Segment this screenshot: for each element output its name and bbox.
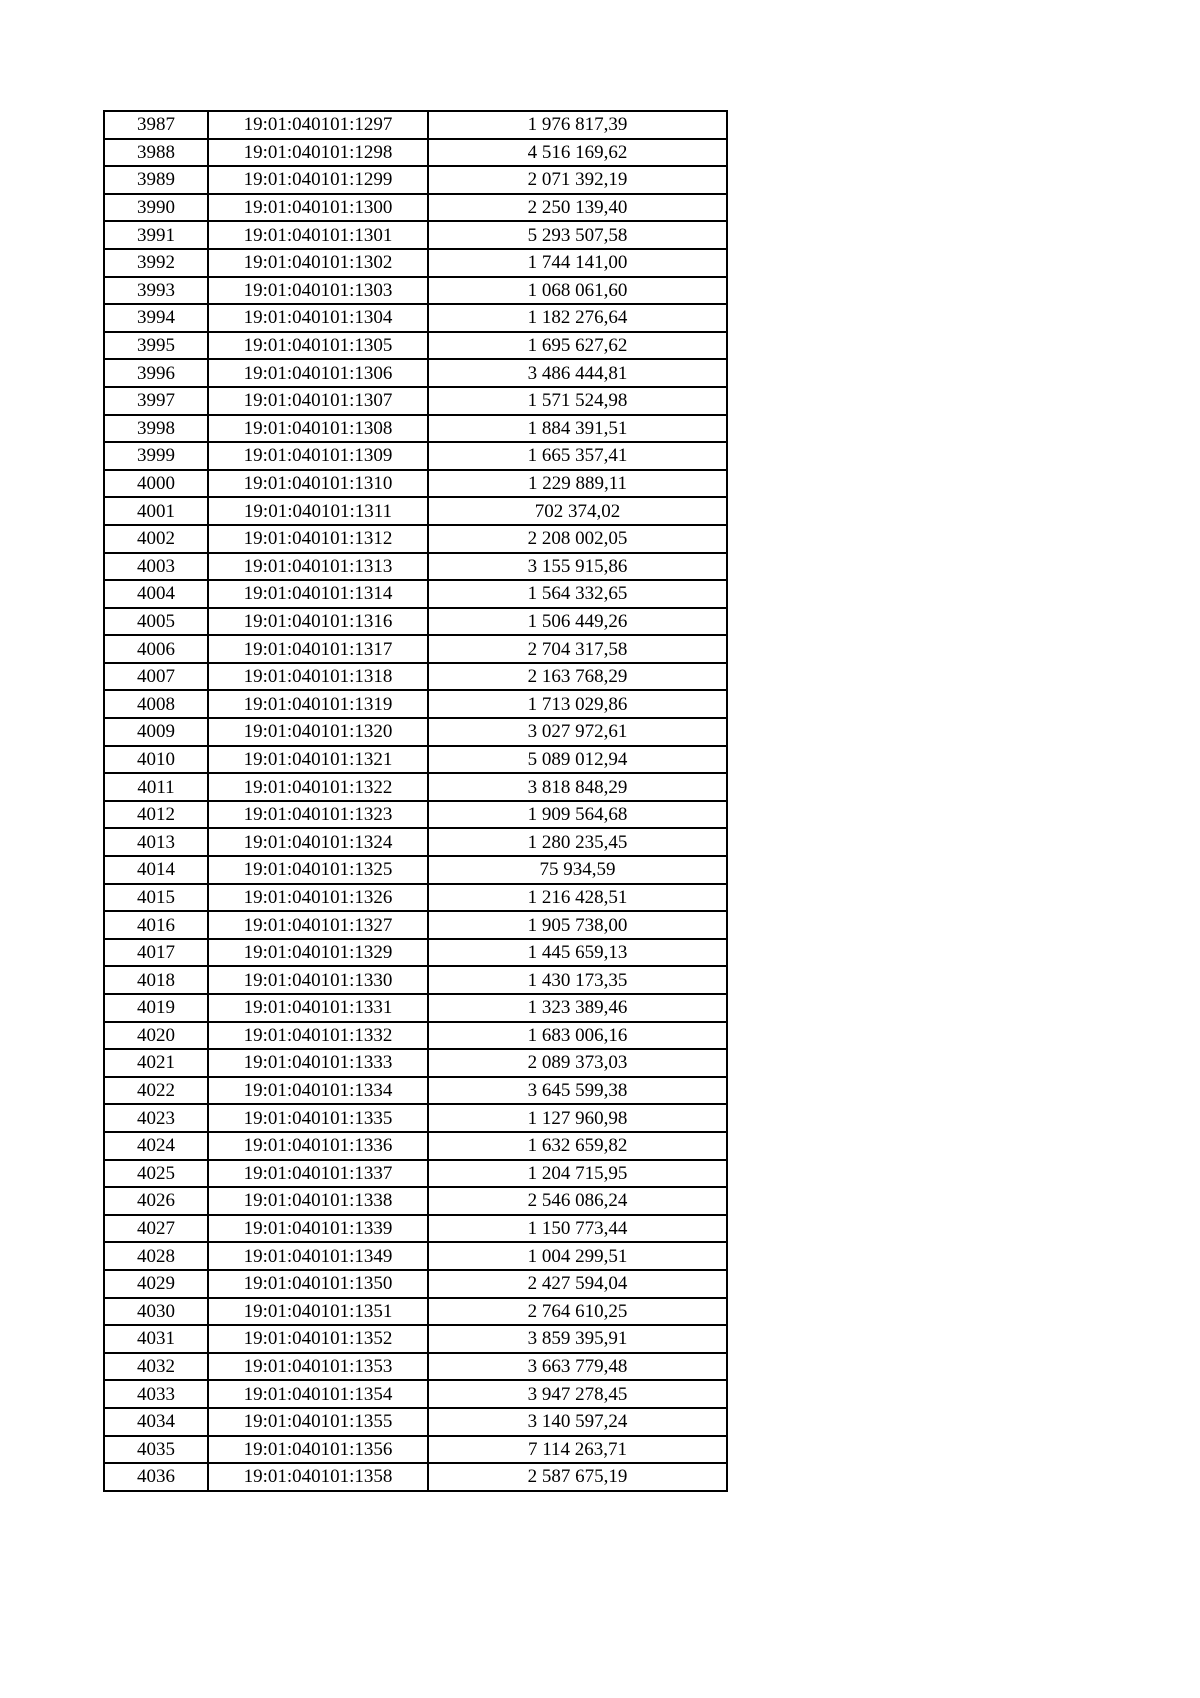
table-row: [104, 994, 727, 1022]
table-row: [104, 332, 727, 360]
cadastral-value-cell: 1 127 960,98: [428, 1104, 727, 1132]
row-number-cell: 4020: [104, 1022, 208, 1050]
cadastral-number-cell: 19:01:040101:1312: [208, 525, 428, 553]
row-number-cell: 4032: [104, 1353, 208, 1381]
cadastral-number-cell: 19:01:040101:1308: [208, 415, 428, 443]
cadastral-value-cell: 3 155 915,86: [428, 553, 727, 581]
row-number-cell: 4016: [104, 911, 208, 939]
cadastral-number-cell: 19:01:040101:1331: [208, 994, 428, 1022]
cadastral-value-cell: 1 430 173,35: [428, 966, 727, 994]
cadastral-value-cell: 1 976 817,39: [428, 111, 727, 139]
cadastral-number-cell: 19:01:040101:1304: [208, 304, 428, 332]
cadastral-value-cell: 3 486 444,81: [428, 359, 727, 387]
row-number-cell: 4004: [104, 580, 208, 608]
cadastral-value-cell: 3 645 599,38: [428, 1077, 727, 1105]
cadastral-number-cell: 19:01:040101:1327: [208, 911, 428, 939]
cadastral-number-cell: 19:01:040101:1326: [208, 884, 428, 912]
cadastral-number-cell: 19:01:040101:1334: [208, 1077, 428, 1105]
table-row: [104, 415, 727, 443]
table-row: [104, 166, 727, 194]
cadastral-value-cell: 1 571 524,98: [428, 387, 727, 415]
table-row: [104, 663, 727, 691]
cadastral-number-cell: 19:01:040101:1329: [208, 939, 428, 967]
cadastral-value-cell: 5 089 012,94: [428, 746, 727, 774]
row-number-cell: 4011: [104, 773, 208, 801]
cadastral-value-cell: 3 663 779,48: [428, 1353, 727, 1381]
cadastral-value-cell: 2 587 675,19: [428, 1463, 727, 1491]
row-number-cell: 3990: [104, 194, 208, 222]
row-number-cell: 4028: [104, 1242, 208, 1270]
cadastral-value-cell: 2 163 768,29: [428, 663, 727, 691]
row-number-cell: 4010: [104, 746, 208, 774]
row-number-cell: 4009: [104, 718, 208, 746]
cadastral-number-cell: 19:01:040101:1332: [208, 1022, 428, 1050]
cadastral-value-cell: 1 216 428,51: [428, 884, 727, 912]
row-number-cell: 4021: [104, 1049, 208, 1077]
cadastral-number-cell: 19:01:040101:1300: [208, 194, 428, 222]
cadastral-number-cell: 19:01:040101:1316: [208, 608, 428, 636]
cadastral-number-cell: 19:01:040101:1303: [208, 277, 428, 305]
cadastral-number-cell: 19:01:040101:1324: [208, 828, 428, 856]
cadastral-number-cell: 19:01:040101:1314: [208, 580, 428, 608]
table-row: [104, 1325, 727, 1353]
cadastral-value-cell: 3 027 972,61: [428, 718, 727, 746]
table-row: [104, 387, 727, 415]
cadastral-number-cell: 19:01:040101:1298: [208, 139, 428, 167]
cadastral-number-cell: 19:01:040101:1351: [208, 1298, 428, 1326]
row-number-cell: 4023: [104, 1104, 208, 1132]
table-row: [104, 359, 727, 387]
cadastral-number-cell: 19:01:040101:1339: [208, 1215, 428, 1243]
row-number-cell: 4002: [104, 525, 208, 553]
cadastral-number-cell: 19:01:040101:1319: [208, 690, 428, 718]
cadastral-number-cell: 19:01:040101:1318: [208, 663, 428, 691]
table-row: [104, 773, 727, 801]
cadastral-value-cell: 3 140 597,24: [428, 1408, 727, 1436]
table-row: [104, 1077, 727, 1105]
table-row: [104, 194, 727, 222]
cadastral-value-cell: 5 293 507,58: [428, 221, 727, 249]
row-number-cell: 3991: [104, 221, 208, 249]
cadastral-number-cell: 19:01:040101:1355: [208, 1408, 428, 1436]
cadastral-number-cell: 19:01:040101:1356: [208, 1436, 428, 1464]
table-row: [104, 911, 727, 939]
table-row: [104, 1353, 727, 1381]
cadastral-number-cell: 19:01:040101:1320: [208, 718, 428, 746]
cadastral-value-cell: 2 071 392,19: [428, 166, 727, 194]
row-number-cell: 4018: [104, 966, 208, 994]
cadastral-value-cell: 3 818 848,29: [428, 773, 727, 801]
row-number-cell: 3992: [104, 249, 208, 277]
cadastral-number-cell: 19:01:040101:1301: [208, 221, 428, 249]
table-row: [104, 221, 727, 249]
row-number-cell: 3993: [104, 277, 208, 305]
row-number-cell: 4034: [104, 1408, 208, 1436]
cadastral-value-cell: 1 909 564,68: [428, 801, 727, 829]
cadastral-number-cell: 19:01:040101:1337: [208, 1160, 428, 1188]
table-row: [104, 1380, 727, 1408]
cadastral-value-cell: 1 632 659,82: [428, 1132, 727, 1160]
cadastral-value-cell: 1 323 389,46: [428, 994, 727, 1022]
cadastral-number-cell: 19:01:040101:1302: [208, 249, 428, 277]
row-number-cell: 4036: [104, 1463, 208, 1491]
cadastral-value-cell: 4 516 169,62: [428, 139, 727, 167]
row-number-cell: 4030: [104, 1298, 208, 1326]
cadastral-value-cell: 2 250 139,40: [428, 194, 727, 222]
row-number-cell: 3995: [104, 332, 208, 360]
cadastral-number-cell: 19:01:040101:1311: [208, 497, 428, 525]
cadastral-number-cell: 19:01:040101:1338: [208, 1187, 428, 1215]
table-row: [104, 1160, 727, 1188]
cadastral-number-cell: 19:01:040101:1313: [208, 553, 428, 581]
cadastral-value-cell: 2 427 594,04: [428, 1270, 727, 1298]
cadastral-number-cell: 19:01:040101:1352: [208, 1325, 428, 1353]
cadastral-value-cell: 75 934,59: [428, 856, 727, 884]
cadastral-number-cell: 19:01:040101:1306: [208, 359, 428, 387]
cadastral-value-cell: 2 764 610,25: [428, 1298, 727, 1326]
table-row: [104, 249, 727, 277]
cadastral-value-cell: 1 884 391,51: [428, 415, 727, 443]
row-number-cell: 4000: [104, 470, 208, 498]
cadastral-value-cell: 1 182 276,64: [428, 304, 727, 332]
table-row: [104, 580, 727, 608]
cadastral-value-cell: 7 114 263,71: [428, 1436, 727, 1464]
cadastral-number-cell: 19:01:040101:1322: [208, 773, 428, 801]
row-number-cell: 4029: [104, 1270, 208, 1298]
row-number-cell: 4019: [104, 994, 208, 1022]
table-row: [104, 718, 727, 746]
cadastral-value-cell: 1 683 006,16: [428, 1022, 727, 1050]
cadastral-number-cell: 19:01:040101:1354: [208, 1380, 428, 1408]
cadastral-value-cell: 1 506 449,26: [428, 608, 727, 636]
table-row: [104, 856, 727, 884]
table-row: [104, 1298, 727, 1326]
row-number-cell: 4014: [104, 856, 208, 884]
row-number-cell: 3997: [104, 387, 208, 415]
cadastral-value-cell: 1 204 715,95: [428, 1160, 727, 1188]
cadastral-value-cell: 2 089 373,03: [428, 1049, 727, 1077]
cadastral-value-cell: 1 229 889,11: [428, 470, 727, 498]
cadastral-number-cell: 19:01:040101:1350: [208, 1270, 428, 1298]
table-row: [104, 966, 727, 994]
cadastral-number-cell: 19:01:040101:1330: [208, 966, 428, 994]
table-row: [104, 690, 727, 718]
cadastral-number-cell: 19:01:040101:1299: [208, 166, 428, 194]
row-number-cell: 4003: [104, 553, 208, 581]
cadastral-number-cell: 19:01:040101:1336: [208, 1132, 428, 1160]
row-number-cell: 4022: [104, 1077, 208, 1105]
cadastral-value-cell: 1 150 773,44: [428, 1215, 727, 1243]
cadastral-number-cell: 19:01:040101:1349: [208, 1242, 428, 1270]
cadastral-value-cell: 2 546 086,24: [428, 1187, 727, 1215]
cadastral-number-cell: 19:01:040101:1335: [208, 1104, 428, 1132]
table-body: [104, 111, 727, 1491]
table-row: [104, 635, 727, 663]
row-number-cell: 3998: [104, 415, 208, 443]
cadastral-value-cell: 1 004 299,51: [428, 1242, 727, 1270]
table-row: [104, 1104, 727, 1132]
table-row: [104, 746, 727, 774]
table-row: [104, 884, 727, 912]
table-row: [104, 470, 727, 498]
cadastral-value-table: [103, 110, 728, 1492]
cadastral-value-cell: 3 947 278,45: [428, 1380, 727, 1408]
table-row: [104, 1215, 727, 1243]
row-number-cell: 4033: [104, 1380, 208, 1408]
row-number-cell: 4001: [104, 497, 208, 525]
table-row: [104, 1408, 727, 1436]
cadastral-value-cell: 1 280 235,45: [428, 828, 727, 856]
table-row: [104, 442, 727, 470]
table-row: [104, 1132, 727, 1160]
table-row: [104, 1436, 727, 1464]
row-number-cell: 4026: [104, 1187, 208, 1215]
table-row: [104, 277, 727, 305]
row-number-cell: 4012: [104, 801, 208, 829]
table-row: [104, 1022, 727, 1050]
table-row: [104, 1270, 727, 1298]
cadastral-number-cell: 19:01:040101:1325: [208, 856, 428, 884]
cadastral-number-cell: 19:01:040101:1358: [208, 1463, 428, 1491]
row-number-cell: 4013: [104, 828, 208, 856]
row-number-cell: 4024: [104, 1132, 208, 1160]
row-number-cell: 4008: [104, 690, 208, 718]
cadastral-value-cell: 2 208 002,05: [428, 525, 727, 553]
table-row: [104, 111, 727, 139]
cadastral-value-cell: 1 445 659,13: [428, 939, 727, 967]
row-number-cell: 4006: [104, 635, 208, 663]
cadastral-number-cell: 19:01:040101:1353: [208, 1353, 428, 1381]
cadastral-value-cell: 1 068 061,60: [428, 277, 727, 305]
row-number-cell: 3989: [104, 166, 208, 194]
cadastral-number-cell: 19:01:040101:1333: [208, 1049, 428, 1077]
table-row: [104, 1187, 727, 1215]
cadastral-value-cell: 1 905 738,00: [428, 911, 727, 939]
cadastral-number-cell: 19:01:040101:1305: [208, 332, 428, 360]
table-row: [104, 1463, 727, 1491]
row-number-cell: 4035: [104, 1436, 208, 1464]
cadastral-number-cell: 19:01:040101:1307: [208, 387, 428, 415]
table-row: [104, 553, 727, 581]
row-number-cell: 4017: [104, 939, 208, 967]
cadastral-number-cell: 19:01:040101:1297: [208, 111, 428, 139]
table-row: [104, 828, 727, 856]
cadastral-number-cell: 19:01:040101:1309: [208, 442, 428, 470]
row-number-cell: 4027: [104, 1215, 208, 1243]
cadastral-value-cell: 702 374,02: [428, 497, 727, 525]
table-row: [104, 304, 727, 332]
cadastral-value-cell: 2 704 317,58: [428, 635, 727, 663]
cadastral-value-cell: 1 744 141,00: [428, 249, 727, 277]
table-row: [104, 525, 727, 553]
row-number-cell: 4015: [104, 884, 208, 912]
table-row: [104, 608, 727, 636]
cadastral-number-cell: 19:01:040101:1317: [208, 635, 428, 663]
row-number-cell: 3988: [104, 139, 208, 167]
cadastral-value-cell: 1 665 357,41: [428, 442, 727, 470]
table-row: [104, 139, 727, 167]
row-number-cell: 4007: [104, 663, 208, 691]
cadastral-number-cell: 19:01:040101:1323: [208, 801, 428, 829]
table-row: [104, 801, 727, 829]
row-number-cell: 4031: [104, 1325, 208, 1353]
cadastral-value-cell: 3 859 395,91: [428, 1325, 727, 1353]
cadastral-value-cell: 1 564 332,65: [428, 580, 727, 608]
cadastral-number-cell: 19:01:040101:1321: [208, 746, 428, 774]
row-number-cell: 4025: [104, 1160, 208, 1188]
table-row: [104, 1242, 727, 1270]
table-row: [104, 939, 727, 967]
row-number-cell: 3996: [104, 359, 208, 387]
cadastral-value-cell: 1 695 627,62: [428, 332, 727, 360]
row-number-cell: 4005: [104, 608, 208, 636]
row-number-cell: 3994: [104, 304, 208, 332]
table-row: [104, 497, 727, 525]
cadastral-number-cell: 19:01:040101:1310: [208, 470, 428, 498]
cadastral-value-cell: 1 713 029,86: [428, 690, 727, 718]
table-row: [104, 1049, 727, 1077]
row-number-cell: 3999: [104, 442, 208, 470]
row-number-cell: 3987: [104, 111, 208, 139]
